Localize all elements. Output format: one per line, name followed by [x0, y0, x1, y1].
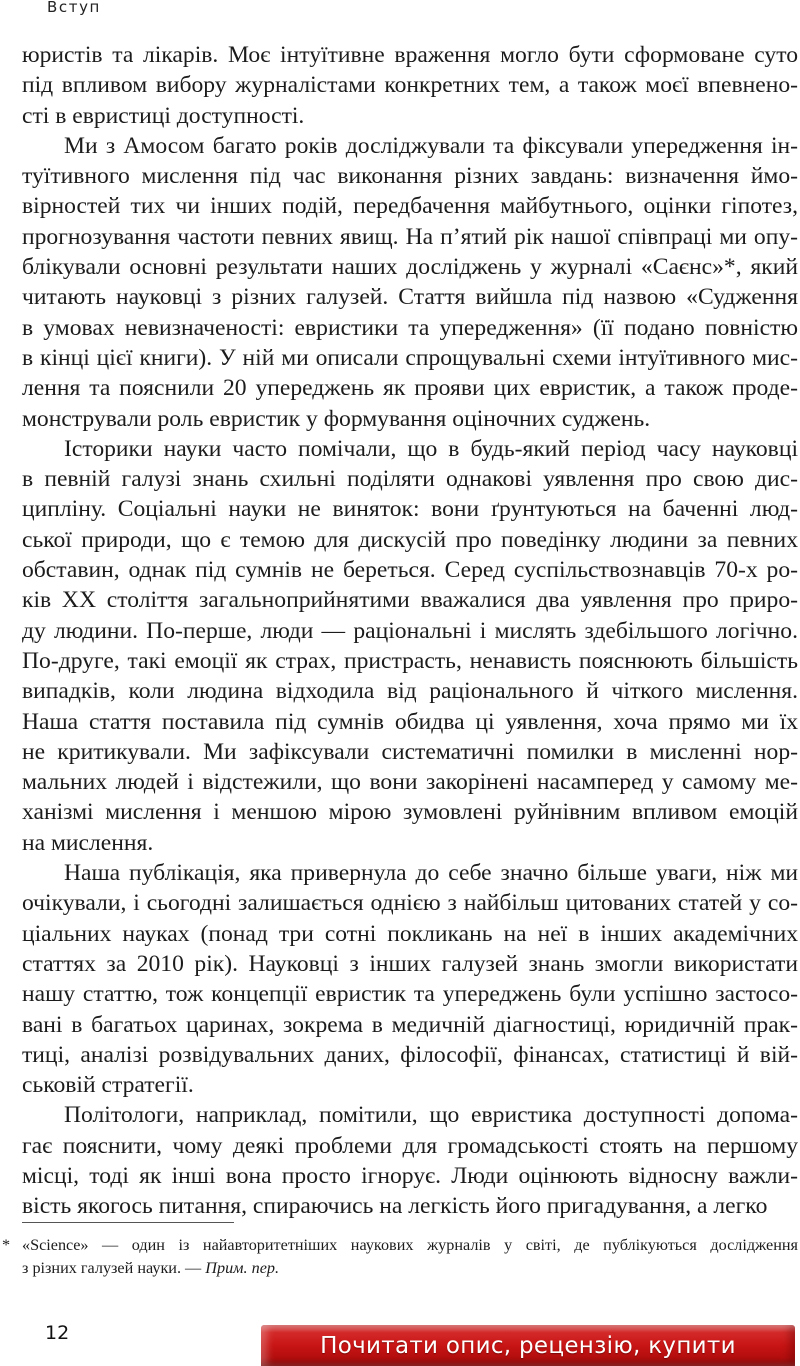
text-line: тиці, аналізі розвідувальних даних, філософії, фінансах, статистиці й вій- [22, 1041, 798, 1068]
text-line: Ми з Амосом багато років досліджували та фіксували упередження ін- [64, 132, 798, 159]
text-line: статтях за 2010 рік). Науковці з інших галузей знань змогли використати [22, 950, 798, 977]
footnote-mark: * [2, 1236, 11, 1254]
paragraph [22, 434, 798, 858]
text-line: монстрували роль евристик у формування оціночних суджень. [22, 405, 651, 432]
text-line: лення та пояснили 20 упереджень як прояви цих евристик, а також проде- [22, 375, 798, 402]
running-header: Вступ [47, 0, 101, 16]
body-text [22, 40, 798, 1222]
text-line: юристів та лікарів. Моє інтуїтивне враження могло бути сформоване суто [22, 42, 798, 68]
translator-note: Прим. пер. [205, 1259, 280, 1277]
text-line: Історики науки часто помічали, що в будь-який період часу науковці [64, 435, 798, 462]
text-line: Наша публікація, яка привернула до себе значно більше уваги, ніж ми [64, 860, 798, 887]
paragraph [22, 131, 798, 434]
text-line: Політологи, наприклад, помітили, що евристика доступності допома- [64, 1102, 798, 1129]
text-line: читають науковці з різних галузей. Стаття вийшла під назвою «Судження [22, 284, 798, 311]
text-line: ціальних науках (понад три сотні покликань на неї в інших академічних [22, 920, 798, 947]
paragraph [22, 858, 798, 1100]
footnote-line-2 [22, 1257, 798, 1280]
footnote-text: з різних галузей науки. — [22, 1259, 206, 1277]
text-line: на мислення. [22, 829, 154, 856]
footnote [0, 1234, 798, 1280]
text-line: ської природи, що є темою для дискусій про поведінку людини за певних [22, 526, 798, 553]
text-line: в кінці цієї книги). У ній ми описали спрощувальні схеми інтуїтивного мис- [22, 344, 798, 371]
text-line: випадків, коли людина відходила від раціонального й чіткого мислення. [22, 678, 798, 705]
text-line: прогнозування частоти певних явищ. На п’ятий рік нашої співпраці ми опу- [22, 223, 798, 250]
text-line: вірностей тих чи інших подій, передбачення майбутнього, оцінки гіпотез, [22, 193, 798, 220]
buy-book-button[interactable] [261, 1325, 795, 1366]
text-line: мальних людей і відстежили, що вони закорінені насамперед у самому ме- [22, 769, 798, 796]
text-line: блікували основні результати наших досліджень у журналі «Саєнс»*, який [22, 254, 798, 281]
text-line: не критикували. Ми зафіксували систематичні помилки в мисленні нор- [22, 738, 798, 765]
text-line: в певній галузі знань схильні поділяти однакові уявлення про свою дис- [22, 466, 798, 493]
text-line: нашу статтю, тож концепції евристик та упереджень були успішно застосо- [22, 981, 798, 1008]
text-line: ханізмі мислення і меншою мірою зумовлені руйнівним впливом емоцій [22, 799, 798, 826]
text-line: в умовах невизначеності: евристики та упередження» (її подано повністю [22, 314, 798, 341]
text-line: вість якогось питання, спираючись на легкість його пригадування, а легко [22, 1193, 768, 1220]
text-line: гає пояснити, чому деякі проблеми для громадськості стоять на першому [22, 1132, 798, 1159]
text-line: ду людини. По-перше, люди — раціональні і мислять здебільшого логічно. [22, 617, 798, 644]
paragraph [22, 1100, 798, 1221]
text-line: Наша стаття поставила під сумнів обидва ці уявлення, хоча прямо ми їх [22, 708, 798, 735]
text-line: місці, тоді як інші вона просто ігнорує. Люди оцінюють відносну важли- [22, 1162, 798, 1189]
text-line: ськовій стратегії. [22, 1072, 194, 1099]
text-line: вані в багатьох царинах, зокрема в медичній діагностиці, юридичній прак- [22, 1011, 798, 1038]
text-line: ципліну. Соціальні науки не виняток: вони ґрунтуються на баченні люд- [22, 496, 798, 523]
text-line: По-друге, такі емоції як страх, пристрасть, ненависть пояснюють більшість [22, 647, 798, 674]
text-line: сті в евристиці доступності. [22, 102, 305, 129]
text-line: під впливом вибору журналістами конкретних тем, а також моєї впевнено- [22, 72, 798, 99]
paragraph [22, 40, 798, 131]
footnote-divider [22, 1222, 234, 1223]
text-line: очікували, і сьогодні залишається однією з найбільш цитованих статей у со- [22, 890, 798, 917]
text-line: туїтивного мислення під час виконання різних завдань: визначення ймо- [22, 163, 798, 190]
footnote-line-1: «Science» — один із найавторитетніших наукових журналів у світі, де публікуються дослідження [22, 1236, 798, 1254]
buy-book-button-label: Почитати опис, рецензію, купити [320, 1332, 736, 1359]
text-line: ків XX століття загальноприйнятими вважалися два уявлення про приро- [22, 587, 798, 614]
page-number: 12 [45, 1322, 70, 1344]
text-line: обставин, однак під сумнів не береться. Серед суспільствознавців 70-х ро- [22, 557, 798, 584]
